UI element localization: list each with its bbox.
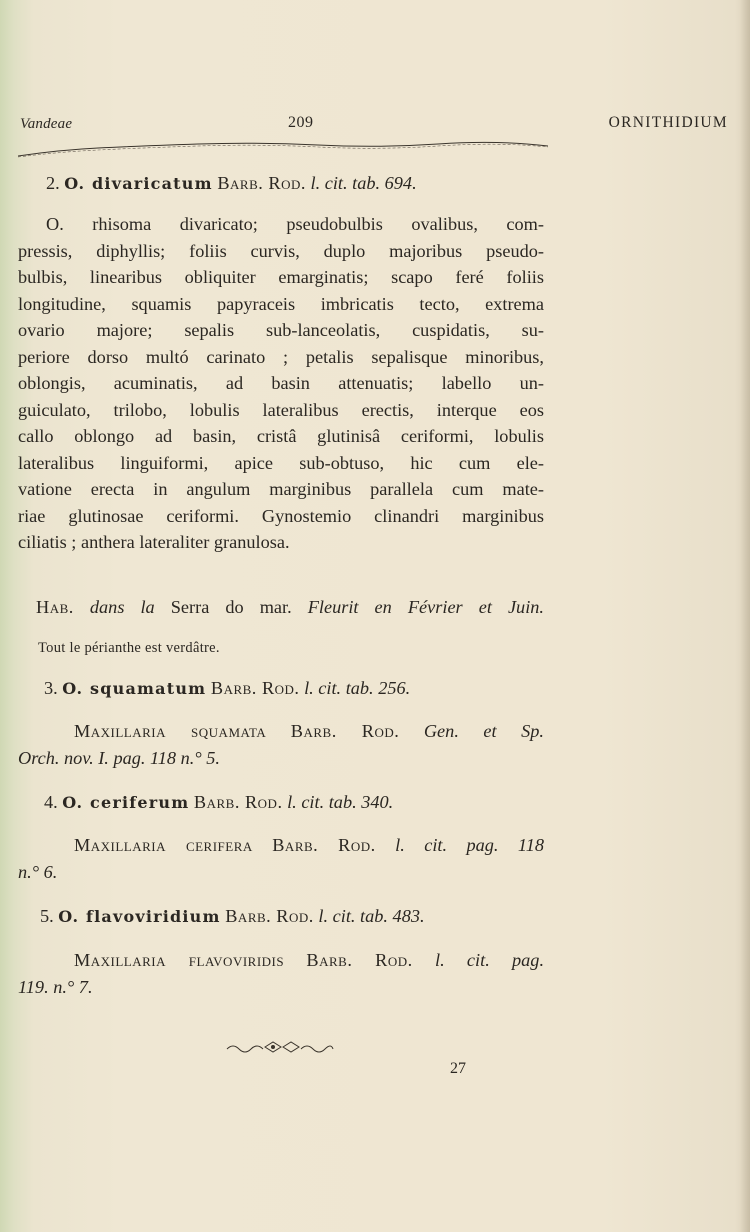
species-3-author: Barb. Rod. [210,678,300,698]
species-4-synonym-author: Barb. Rod. [272,835,376,855]
species-2-number: 2. [46,173,60,193]
perianth-note: Tout le périanthe est verdâtre. [38,640,220,656]
description-line: ovario majore; sepalis sub-lanceolatis, cuspidatis, su- [18,320,544,340]
species-3-synonym-ref: Gen. et Sp. [423,721,544,741]
species-5-synonym-author: Barb. Rod. [306,950,413,970]
species-2-heading [18,170,544,198]
species-3-synonym-author: Barb. Rod. [290,721,400,741]
species-5-synonym-ref: l. cit. pag. [435,950,545,970]
description-line: periore dorso multó carinato ; petalis sepalisque minoribus, [18,346,544,367]
habitat-text-3: Fleurit en Février et Juin. [307,597,544,617]
species-3-synonym-ref-cont: Orch. nov. I. pag. 118 n.° 5. [18,747,220,768]
species-5-synonym-name: Maxillaria flavoviridis [74,950,285,970]
species-3-reference: l. cit. tab. 256. [304,678,411,698]
species-5-author: Barb. Rod. [225,906,314,926]
species-5-name: O. flavoviridium [58,907,221,926]
species-5-synonym [18,947,544,1000]
signature-number: 27 [450,1060,466,1077]
description-line: lateralibus linguiformi, apice sub-obtuso, hic cum ele- [18,452,544,473]
species-4-heading [18,789,544,817]
header-genus: ORNITHIDIUM [608,114,728,131]
running-header [20,114,728,138]
species-5-number: 5. [40,906,54,926]
species-3-heading [18,675,544,703]
description-line: oblongis, acuminatis, ad basin attenuatis; labello un- [18,373,544,393]
species-5-synonym-ref-cont: 119. n.° 7. [18,976,93,997]
description-line: ciliatis ; anthera lateraliter granulosa. [18,532,290,552]
species-4-name: O. ceriferum [62,793,190,812]
species-4-synonym-name: Maxillaria cerifera [74,835,253,855]
species-5-reference: l. cit. tab. 483. [318,906,425,926]
species-2-description [18,211,544,556]
description-line: O. rhisoma divaricato; pseudobulbis ovalibus, com- [46,214,544,234]
description-line: bulbis, linearibus obliquiter emarginatis; scapo feré foliis [18,267,544,287]
page-edge-shadow [740,0,750,1232]
description-line: guiculato, trilobo, lobulis lateralibus erectis, interque eos [18,399,544,420]
species-4-synonym-ref-cont: n.° 6. [18,861,58,882]
species-2-name: O. divaricatum [64,174,213,193]
species-3-number: 3. [44,678,58,698]
species-2-habitat [18,594,544,621]
species-4-synonym-ref: l. cit. pag. 118 [395,835,544,855]
description-line: longitudine, squamis papyraceis imbricatis tecto, extrema [18,293,544,314]
habitat-label: Hab. [36,597,74,617]
species-2-note [18,635,544,662]
description-line: vatione erecta in angulum marginibus parallela cum mate- [18,479,544,499]
habitat-text-2: Serra do mar. [170,597,292,617]
species-4-author: Barb. Rod. [193,792,283,812]
header-wavy-rule [18,138,548,160]
description-line: pressis, diphyllis; foliis curvis, duplo majoribus pseudo- [18,240,544,261]
species-2-author: Barb. Rod. [217,173,306,193]
description-line: callo oblongo ad basin, cristâ glutinisâ ceriformi, lobulis [18,426,544,446]
species-5-heading [18,903,544,931]
species-3-name: O. squamatum [62,679,207,698]
habitat-text-1: dans la [89,597,155,617]
species-4-number: 4. [44,792,58,812]
header-page-number: 209 [288,114,314,131]
species-2-reference: l. cit. tab. 694. [310,173,417,193]
species-4-synonym [18,832,544,885]
end-ornament [225,1035,335,1059]
species-4-reference: l. cit. tab. 340. [287,792,394,812]
header-tribe: Vandeae [20,116,73,132]
description-line: riae glutinosae ceriformi. Gynostemio clinandri marginibus [18,505,544,526]
species-3-synonym-name: Maxillaria squamata [74,721,267,741]
species-3-synonym [18,718,544,771]
